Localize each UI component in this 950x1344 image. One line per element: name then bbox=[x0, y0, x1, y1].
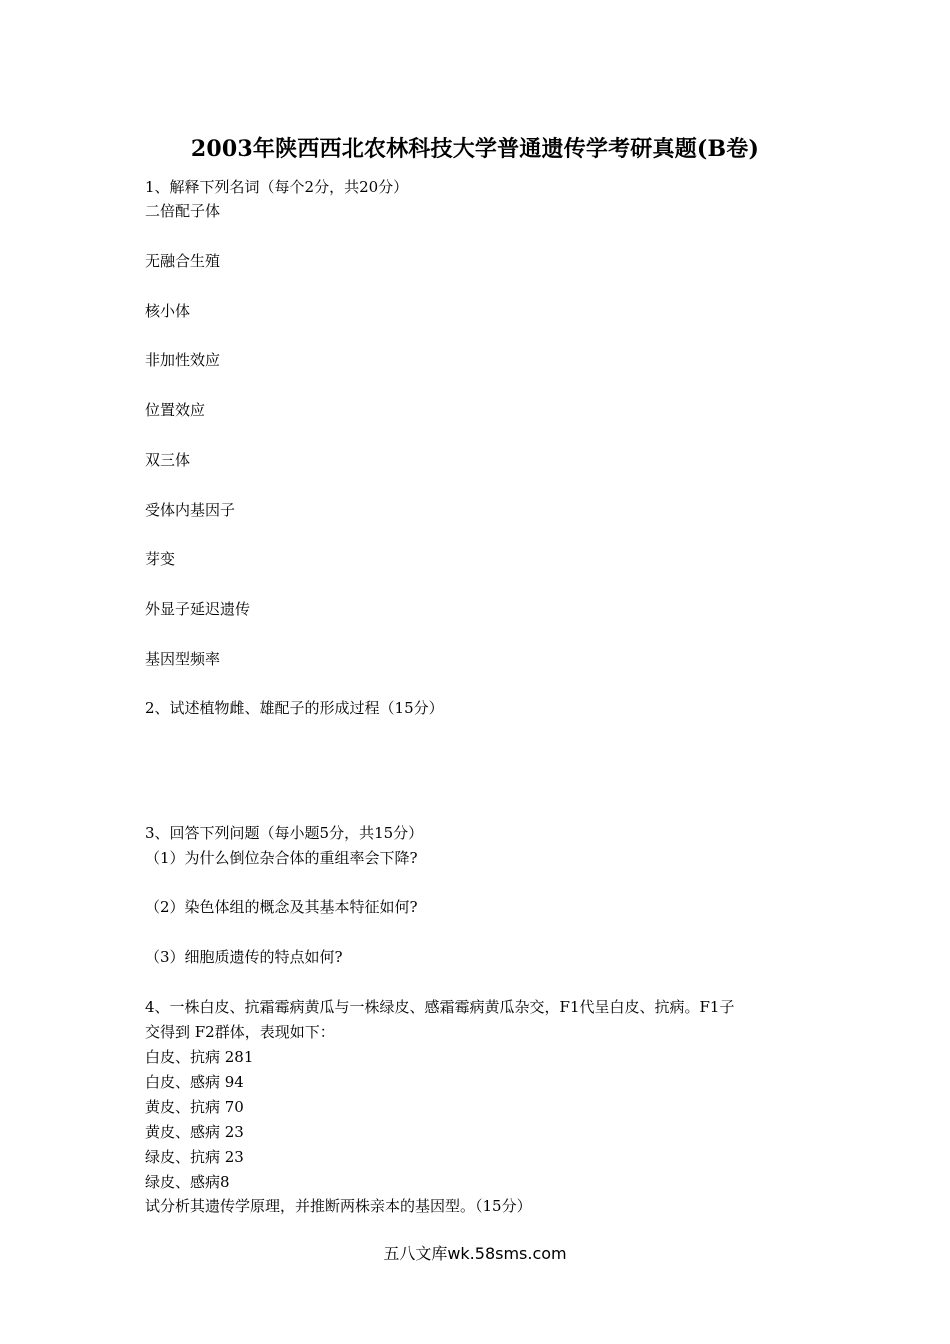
q1-term: 核小体 bbox=[145, 302, 191, 320]
q1-term: 外显子延迟遗传 bbox=[145, 600, 251, 618]
q2-heading: 2、试述植物雌、雄配子的形成过程（15分） bbox=[145, 699, 444, 717]
q1-term: 受体内基因子 bbox=[145, 501, 236, 519]
q4-row: 黄皮、抗病 70 bbox=[145, 1098, 244, 1116]
q4-row: 黄皮、感病 23 bbox=[145, 1123, 244, 1141]
q1-term: 双三体 bbox=[145, 451, 191, 469]
page-title: 2003年陕西西北农林科技大学普通遗传学考研真题(B卷) bbox=[190, 136, 760, 162]
q3-item: （3）细胞质遗传的特点如何? bbox=[145, 948, 343, 966]
q4-row: 白皮、抗病 281 bbox=[145, 1048, 254, 1066]
q1-term: 非加性效应 bbox=[145, 351, 221, 369]
q4-heading-line1: 4、一株白皮、抗霜霉病黄瓜与一株绿皮、感霜霉病黄瓜杂交，F1代呈白皮、抗病。F1子 bbox=[145, 998, 735, 1016]
q1-term: 位置效应 bbox=[145, 401, 206, 419]
q3-heading: 3、回答下列问题（每小题5分，共15分） bbox=[145, 824, 424, 842]
q4-closing: 试分析其遗传学原理，并推断两株亲本的基因型。（15分） bbox=[145, 1197, 532, 1215]
q1-heading: 1、解释下列名词（每个2分，共20分） bbox=[145, 178, 409, 196]
footer-watermark: 五八文库wk.58sms.com bbox=[383, 1244, 567, 1263]
q4-row: 绿皮、感病8 bbox=[145, 1173, 230, 1191]
q1-term: 基因型频率 bbox=[145, 650, 221, 668]
q1-term: 二倍配子体 bbox=[145, 202, 221, 220]
q1-term: 芽变 bbox=[145, 550, 176, 568]
q3-item: （2）染色体组的概念及其基本特征如何? bbox=[145, 898, 418, 916]
q1-term: 无融合生殖 bbox=[145, 252, 221, 270]
q4-heading-line2: 交得到 F2群体，表现如下： bbox=[145, 1023, 335, 1041]
q4-row: 绿皮、抗病 23 bbox=[145, 1148, 244, 1166]
q4-row: 白皮、感病 94 bbox=[145, 1073, 244, 1091]
q3-item: （1）为什么倒位杂合体的重组率会下降? bbox=[145, 849, 418, 867]
